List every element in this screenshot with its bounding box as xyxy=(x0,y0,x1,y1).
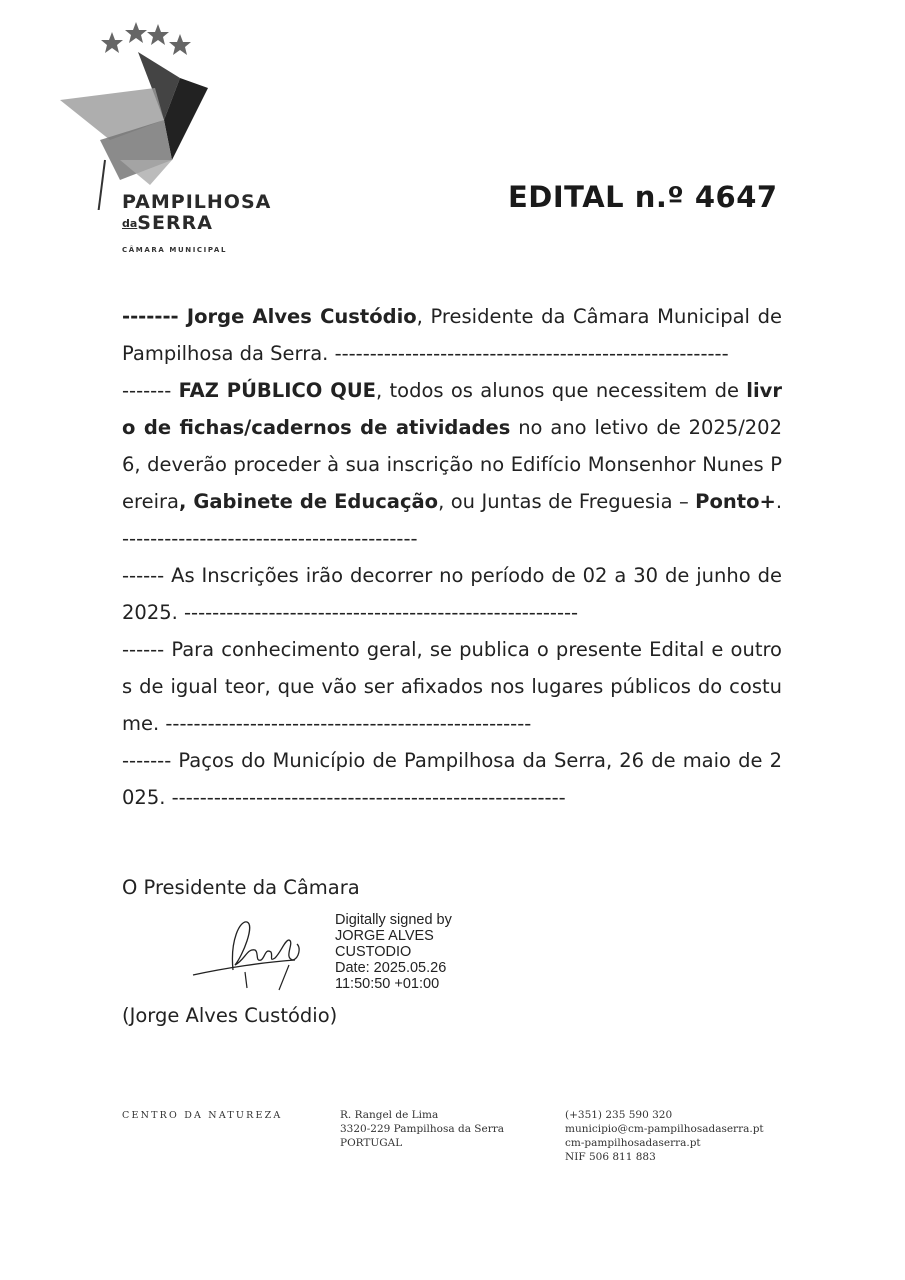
footer-contact-line: NIF 506 811 883 xyxy=(565,1151,656,1163)
paragraph-text: livro de fichas/cadernos de atividades xyxy=(122,379,782,439)
edital-paragraph xyxy=(122,742,782,816)
edital-paragraph xyxy=(122,298,789,372)
paragraph-text: Ponto+ xyxy=(695,490,776,513)
footer-contacts xyxy=(565,1108,764,1164)
edital-paragraph xyxy=(122,557,789,631)
paragraph-text: , Presidente da Câmara Municipal de Pampilhosa da Serra. -------------------------------------------------------- xyxy=(122,305,789,365)
edital-paragraph xyxy=(122,372,789,557)
paragraph-text: , Gabinete de Educação xyxy=(178,490,439,513)
star-bird-logo-icon xyxy=(60,10,290,210)
paragraph-text: ------- xyxy=(122,305,187,328)
paragraph-text: FAZ PÚBLICO QUE xyxy=(178,379,376,402)
paragraph-text: no ano letivo de 2025/2026, deverão proceder à sua inscrição no Edifício Monsenhor Nunes Pereira xyxy=(122,416,782,513)
footer-address-line: 3320-229 Pampilhosa da Serra xyxy=(340,1123,504,1135)
paragraph-text: ------- Paços do Município de Pampilhosa da Serra, 26 de maio de 2025. -------------------------------------------------------- xyxy=(122,749,782,809)
signature-line: Digitally signed by xyxy=(335,912,452,928)
edital-body xyxy=(122,298,789,816)
paragraph-text: . ------------------------------------------ xyxy=(122,490,789,550)
edital-title: EDITAL n.º 4647 xyxy=(508,180,778,214)
logo-name-da: da xyxy=(122,217,138,230)
signature-line: JORGE ALVES xyxy=(335,928,434,944)
paragraph-text: , todos os alunos que necessitem de xyxy=(376,379,747,402)
logo-name-line1: PAMPILHOSA xyxy=(122,191,272,213)
handwritten-signature-icon xyxy=(185,910,325,1000)
signoff-text: O Presidente da Câmara xyxy=(122,876,360,899)
edital-paragraph xyxy=(122,631,782,742)
footer-contact-line: (+351) 235 590 320 xyxy=(565,1109,673,1121)
footer-address-line: PORTUGAL xyxy=(340,1137,403,1149)
logo-wordmark xyxy=(122,192,271,234)
footer-centro: CENTRO DA NATUREZA xyxy=(122,1110,283,1121)
municipality-logo xyxy=(60,10,290,255)
footer-contact-line: cm-pampilhosadaserra.pt xyxy=(565,1137,701,1149)
signer-name: (Jorge Alves Custódio) xyxy=(122,1004,338,1027)
digital-signature-info xyxy=(335,912,452,992)
footer-address-line: R. Rangel de Lima xyxy=(340,1109,439,1121)
signature-line: 11:50:50 +01:00 xyxy=(335,976,440,992)
paragraph-text: ------- xyxy=(122,379,179,402)
paragraph-text: ------ As Inscrições irão decorrer no período de 02 a 30 de junho de 2025. -------------------------------------------------------- xyxy=(122,564,789,624)
footer-address xyxy=(340,1108,504,1150)
logo-subtitle: CÂMARA MUNICIPAL xyxy=(122,246,228,254)
signature-line: Date: 2025.05.26 xyxy=(335,960,447,976)
logo-name-line2: SERRA xyxy=(137,212,213,234)
paragraph-text: Jorge Alves Custódio xyxy=(186,305,417,328)
footer-contact-line: municipio@cm-pampilhosadaserra.pt xyxy=(565,1123,764,1135)
paragraph-text: ------ Para conhecimento geral, se publica o presente Edital e outros de igual teor, que vão ser afixados nos lugares públicos do costume. ---------------------------------------------------- xyxy=(122,638,782,735)
signature-line: CUSTODIO xyxy=(335,944,412,960)
paragraph-text: , ou Juntas de Freguesia – xyxy=(438,490,696,513)
